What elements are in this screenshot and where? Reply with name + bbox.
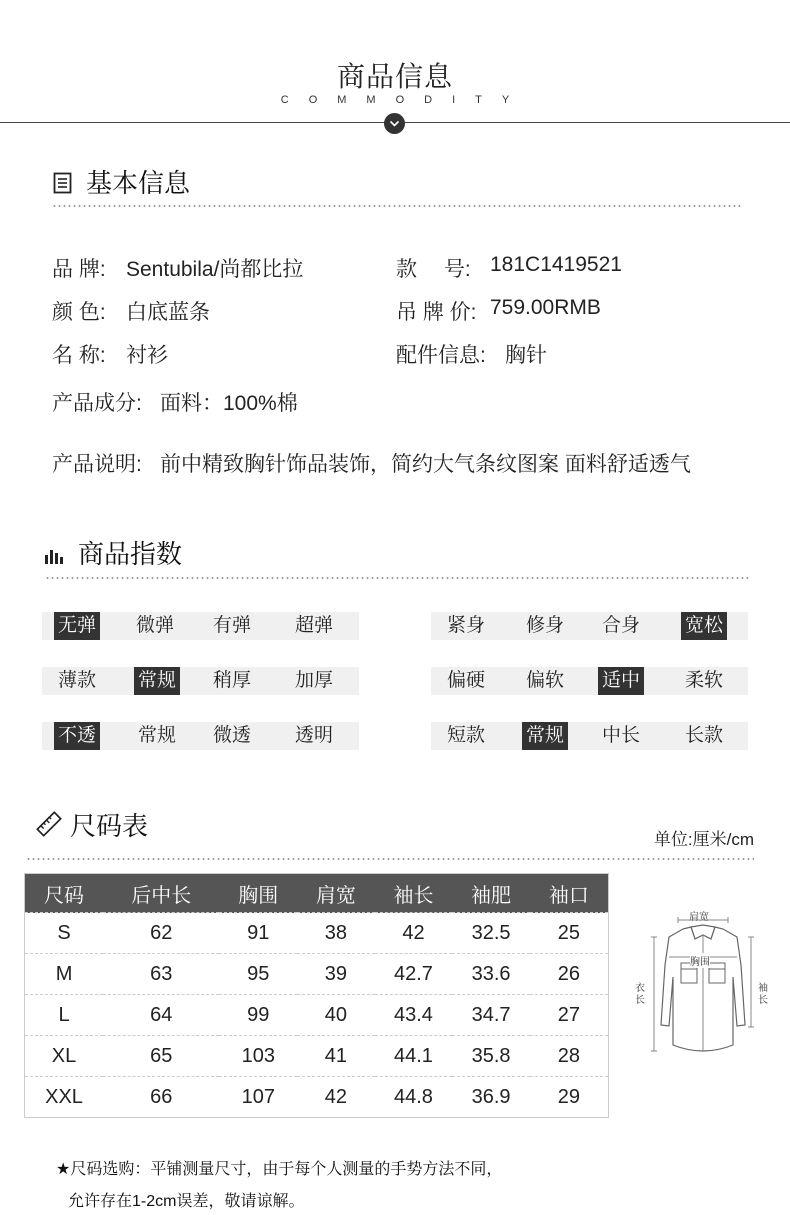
table-row [25,995,609,1036]
index-row-length [431,722,748,750]
table-cell: 29 [530,1077,609,1118]
table-row [25,954,609,995]
name-value: 衬衫 [126,344,168,367]
size-chart-unit: 单位:厘米/cm [653,830,754,849]
tag-price-label: 吊 牌 价: [396,301,477,324]
color-label: 颜 色: [52,301,106,324]
table-cell: 95 [219,954,297,995]
index-option: 稍厚 [212,670,251,691]
table-cell: 39 [297,954,375,995]
table-cell: 43.4 [375,995,453,1036]
table-cell: 42.7 [375,954,453,995]
index-option: 宽松 [681,612,727,640]
accessory-label: 配件信息: [396,344,486,367]
basic-info-title: 基本信息 [86,168,191,198]
index-option: 有弹 [212,615,251,636]
style-value: 181C1419521 [490,253,622,276]
index-option: 短款 [446,725,485,746]
index-option: 常规 [134,667,180,695]
style-label: 款 号: [396,258,471,281]
index-option: 适中 [598,667,644,695]
table-cell: XL [25,1036,104,1077]
basic-info-divider [52,205,742,207]
table-row [25,913,609,954]
ruler-icon [36,811,62,842]
brand-value: Sentubila/尚都比拉 [126,258,304,281]
table-cell: 64 [103,995,219,1036]
index-row-elasticity [42,612,359,640]
table-row [25,1036,609,1077]
table-cell: 99 [219,995,297,1036]
index-option: 偏软 [525,670,564,691]
index-option: 不透 [54,722,100,750]
index-option: 长款 [684,725,723,746]
index-row-fit [431,612,748,640]
index-option: 常规 [522,722,568,750]
accessory-value: 胸针 [505,344,547,367]
chevron-down-icon [384,113,405,134]
composition-value: 面料：100%棉 [160,392,298,415]
table-row [25,1077,609,1118]
table-cell: 34.7 [452,995,530,1036]
table-cell: 65 [103,1036,219,1077]
table-cell: 44.8 [375,1077,453,1118]
size-table-header [25,874,609,913]
diagram-label-chest: 胸围 [690,953,710,968]
column-header: 袖长 [375,874,453,913]
index-row-thickness [42,667,359,695]
index-option: 常规 [137,725,176,746]
index-option: 微弹 [135,615,174,636]
diagram-label-shoulder: 肩宽 [689,912,709,923]
index-option: 合身 [601,615,640,636]
table-cell: 36.9 [452,1077,530,1118]
table-cell: 103 [219,1036,297,1077]
table-cell: 38 [297,913,375,954]
index-option: 加厚 [294,670,333,691]
diagram-label-body-length: 衣长 [635,983,645,1006]
column-header: 袖口 [530,874,609,913]
column-header: 尺码 [25,874,104,913]
size-note-line2: 允许存在1-2cm误差，敬请谅解。 [68,1193,305,1210]
table-cell: S [25,913,104,954]
column-header: 袖肥 [452,874,530,913]
table-cell: 42 [375,913,453,954]
table-cell: L [25,995,104,1036]
diagram-label-sleeve-length: 袖长 [758,983,768,1006]
size-chart-divider [26,858,754,860]
product-index-divider [45,577,750,579]
index-row-transparency [42,722,359,750]
index-option: 微透 [212,725,251,746]
index-option: 无弹 [54,612,100,640]
color-value: 白底蓝条 [126,301,210,324]
page-subtitle: COMMODITY [280,94,530,106]
table-cell: 41 [297,1036,375,1077]
index-option: 中长 [601,725,640,746]
table-cell: 91 [219,913,297,954]
description-label: 产品说明: [52,453,142,476]
table-cell: 28 [530,1036,609,1077]
column-header: 肩宽 [297,874,375,913]
column-header: 胸围 [219,874,297,913]
document-icon [53,172,73,199]
size-table [24,873,609,1118]
index-option: 柔软 [684,670,723,691]
index-option: 透明 [294,725,333,746]
table-cell: XXL [25,1077,104,1118]
shirt-diagram [633,905,773,1070]
size-chart-title: 尺码表 [70,811,149,841]
table-cell: 26 [530,954,609,995]
table-cell: 32.5 [452,913,530,954]
table-cell: 66 [103,1077,219,1118]
page-title: 商品信息 [336,61,453,92]
table-cell: 42 [297,1077,375,1118]
table-cell: 40 [297,995,375,1036]
table-cell: 33.6 [452,954,530,995]
index-option: 超弹 [294,615,333,636]
index-option: 偏硬 [446,670,485,691]
index-row-softness [431,667,748,695]
index-option: 修身 [525,615,564,636]
table-cell: M [25,954,104,995]
table-cell: 35.8 [452,1036,530,1077]
table-cell: 63 [103,954,219,995]
column-header: 后中长 [103,874,219,913]
table-cell: 27 [530,995,609,1036]
tag-price-value: 759.00RMB [490,296,601,319]
table-cell: 25 [530,913,609,954]
table-cell: 62 [103,913,219,954]
description-value: 前中精致胸针饰品装饰，简约大气条纹图案 面料舒适透气 [160,453,691,476]
index-option: 紧身 [446,615,485,636]
index-option: 薄款 [57,670,96,691]
table-cell: 44.1 [375,1036,453,1077]
table-cell: 107 [219,1077,297,1118]
brand-label: 品 牌: [52,258,106,281]
composition-label: 产品成分: [52,392,142,415]
size-note-line1: ★尺码选购：平铺测量尺寸，由于每个人测量的手势方法不同， [56,1161,503,1178]
name-label: 名 称: [52,344,106,367]
bar-chart-icon [45,546,65,569]
product-index-title: 商品指数 [78,539,183,569]
